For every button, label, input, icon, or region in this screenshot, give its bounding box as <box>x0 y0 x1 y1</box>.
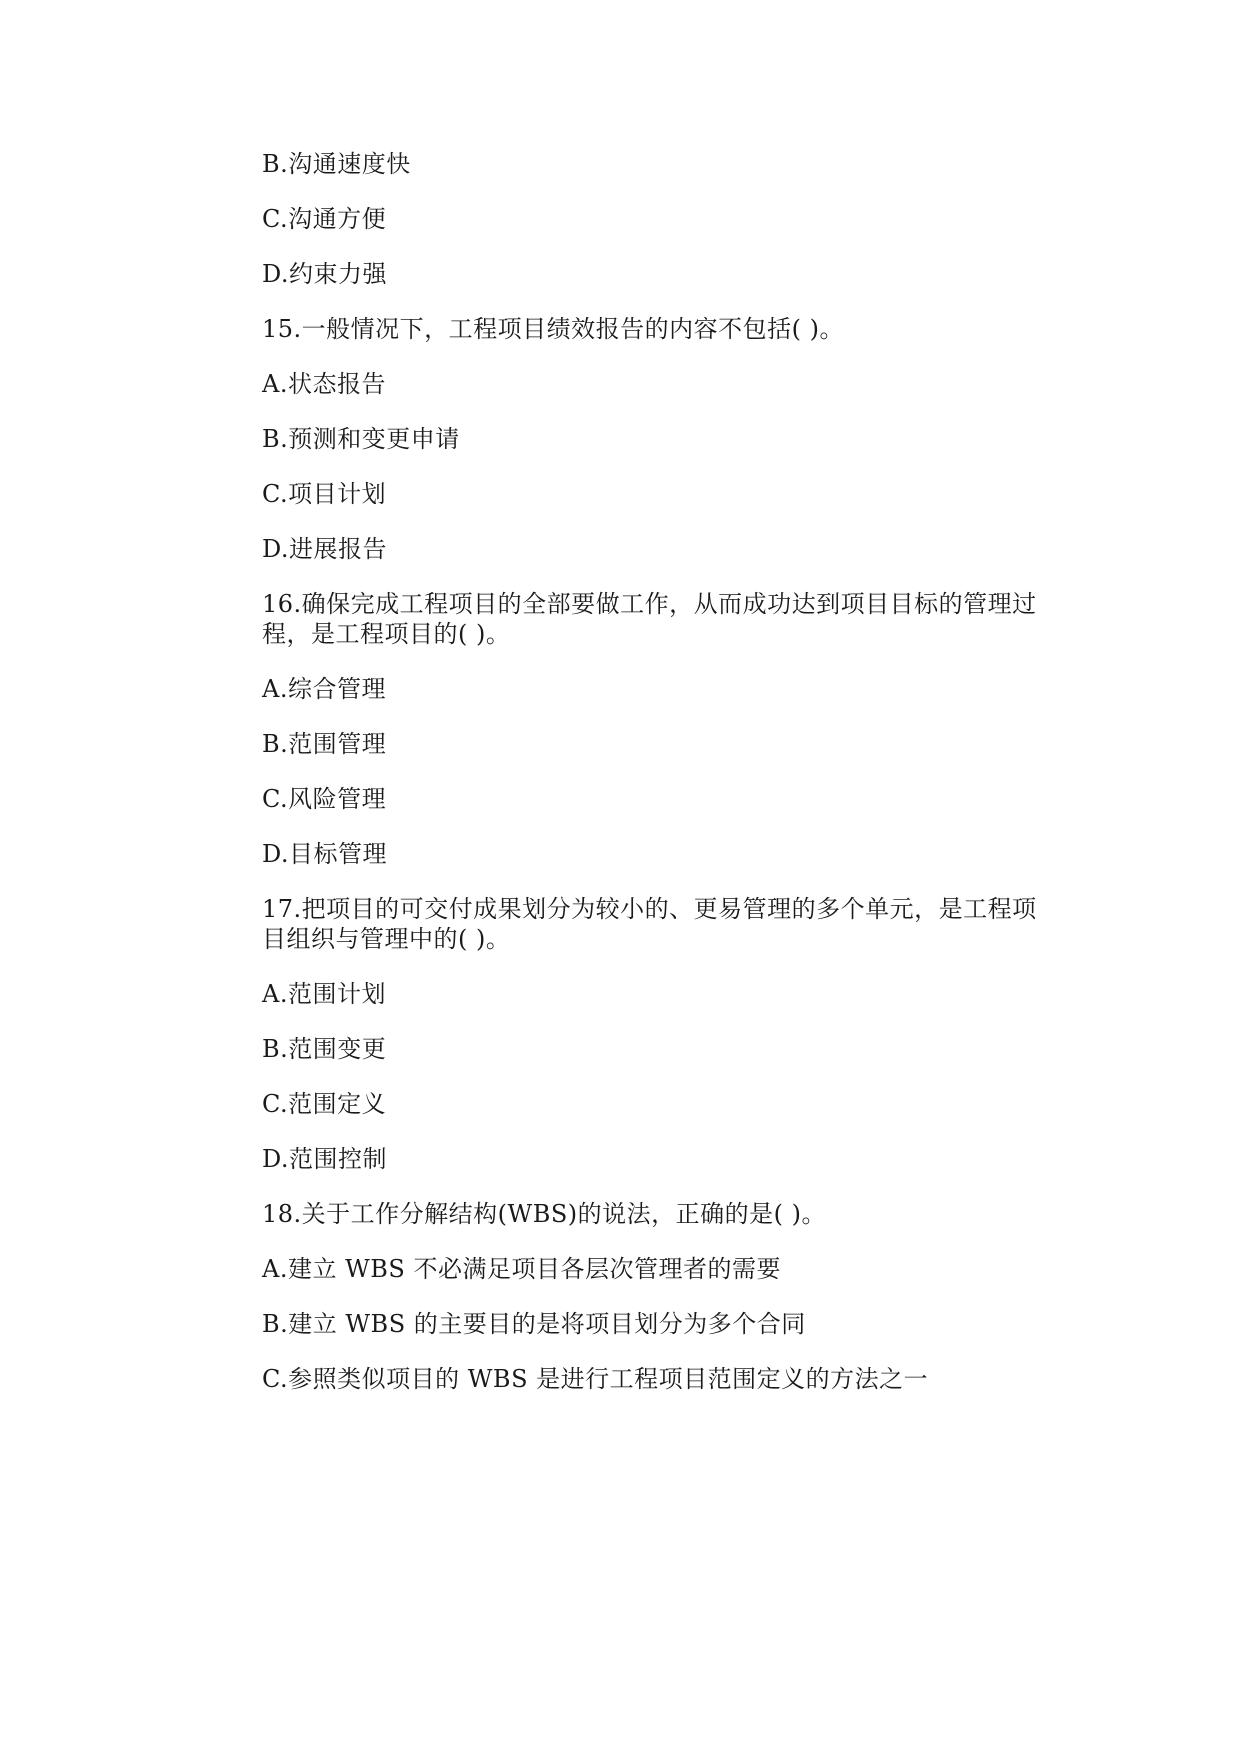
option-a-q15: A.状态报告 <box>262 370 386 398</box>
option-c-q18: C.参照类似项目的 WBS 是进行工程项目范围定义的方法之一 <box>262 1365 929 1393</box>
question-18: 18.关于工作分解结构(WBS)的说法，正确的是( )。 <box>262 1200 826 1228</box>
question-17-line-2: 目组织与管理中的( )。 <box>262 925 511 953</box>
option-c-q14: C.沟通方便 <box>262 205 387 233</box>
question-17-line-1: 17.把项目的可交付成果划分为较小的、更易管理的多个单元，是工程项 <box>262 895 1037 923</box>
question-16-line-1: 16.确保完成工程项目的全部要做工作，从而成功达到项目目标的管理过 <box>262 590 1037 618</box>
option-d-q14: D.约束力强 <box>262 260 388 288</box>
option-b-q18: B.建立 WBS 的主要目的是将项目划分为多个合同 <box>262 1310 806 1338</box>
option-b-q17: B.范围变更 <box>262 1035 387 1063</box>
option-a-q17: A.范围计划 <box>262 980 386 1008</box>
option-d-q15: D.进展报告 <box>262 535 388 563</box>
option-c-q15: C.项目计划 <box>262 480 387 508</box>
option-c-q16: C.风险管理 <box>262 785 387 813</box>
option-a-q16: A.综合管理 <box>262 675 386 703</box>
option-b-q15: B.预测和变更申请 <box>262 425 460 453</box>
question-15: 15.一般情况下，工程项目绩效报告的内容不包括( )。 <box>262 315 845 343</box>
option-a-q18: A.建立 WBS 不必满足项目各层次管理者的需要 <box>262 1255 781 1283</box>
option-b-q16: B.范围管理 <box>262 730 387 758</box>
option-c-q17: C.范围定义 <box>262 1090 387 1118</box>
option-d-q16: D.目标管理 <box>262 840 388 868</box>
question-16-line-2: 程，是工程项目的( )。 <box>262 620 511 648</box>
option-d-q17: D.范围控制 <box>262 1145 388 1173</box>
option-b-q14: B.沟通速度快 <box>262 150 411 178</box>
